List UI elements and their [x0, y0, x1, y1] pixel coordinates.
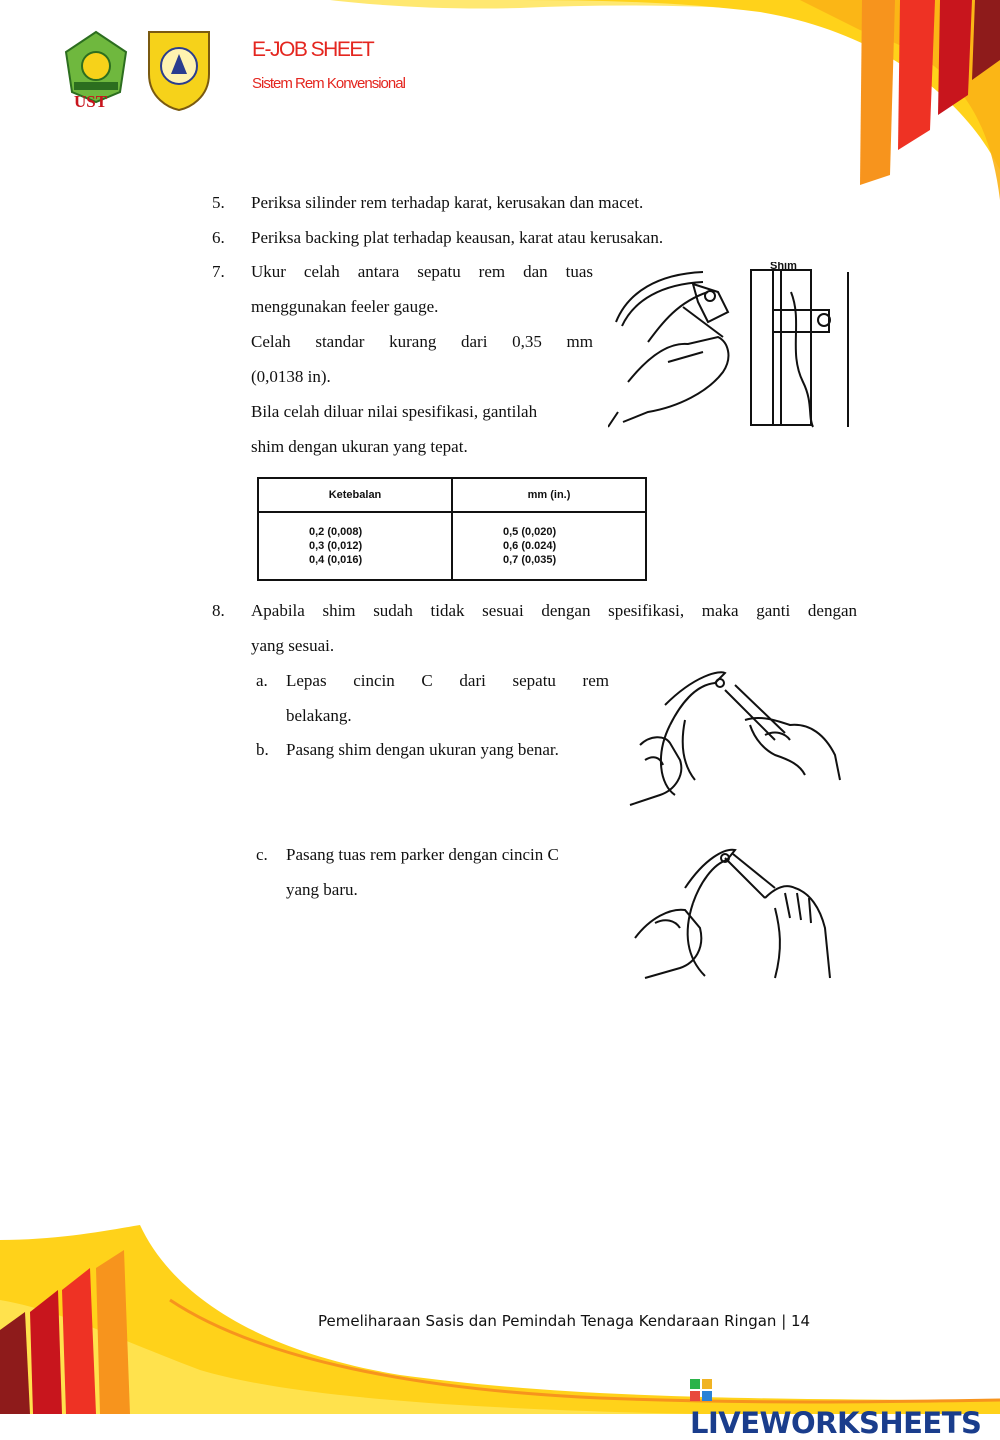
feeler-gauge-illustration [608, 262, 863, 430]
substep-label: b. [256, 740, 269, 759]
parking-lever-install-illustration [625, 838, 840, 983]
table-value: 0,7 (0,035) [503, 554, 557, 566]
shim-size-table [257, 477, 647, 581]
c-ring-removal-illustration [625, 665, 845, 810]
document-title: E-JOB SHEET [252, 38, 374, 61]
step-text: Periksa backing plat terhadap keausan, karat atau kerusakan. [251, 228, 664, 247]
table-cell [258, 512, 452, 580]
step-text: Apabila shim sudah tidak sesuai dengan spesifikasi, maka ganti dengan [251, 601, 857, 620]
watermark-text: LIVEWORKSHEETS [690, 1406, 982, 1440]
table-value: 0,4 (0,016) [309, 554, 363, 566]
page-footer: Pemeliharaan Sasis dan Pemindah Tenaga Kendaraan Ringan | 14 [318, 1312, 811, 1330]
step-text: Celah standar kurang dari 0,35 mm [251, 332, 593, 351]
substep-text: Lepas cincin C dari sepatu rem [286, 671, 609, 690]
table-value: 0,6 (0.024) [503, 540, 557, 552]
substep-text: Pasang tuas rem parker dengan cincin C [286, 845, 559, 864]
shim-label: Shim [770, 262, 797, 272]
substep-label: a. [256, 671, 268, 690]
table-cell [452, 512, 646, 580]
substep-text: belakang. [286, 706, 352, 725]
table-value: 0,2 (0,008) [309, 526, 363, 538]
liveworksheets-logo-icon [690, 1379, 712, 1401]
school-logo [145, 28, 213, 112]
step-number: 7. [212, 262, 225, 281]
step-text: Periksa silinder rem terhadap karat, kerusakan dan macet. [251, 193, 644, 212]
table-value: 0,3 (0,012) [309, 540, 363, 552]
table-header: mm (in.) [452, 478, 646, 512]
step-text: shim dengan ukuran yang tepat. [251, 437, 468, 456]
table-header: Ketebalan [258, 478, 452, 512]
step-number: 6. [212, 228, 225, 247]
document-subtitle: Sistem Rem Konvensional [252, 75, 405, 92]
step-number: 8. [212, 601, 225, 620]
substep-label: c. [256, 845, 268, 864]
table-value: 0,5 (0,020) [503, 526, 557, 538]
logo-text: UST [74, 92, 108, 111]
step-text: menggunakan feeler gauge. [251, 297, 439, 316]
step-text: (0,0138 in). [251, 367, 331, 386]
step-text: Ukur celah antara sepatu rem dan tuas [251, 262, 593, 281]
liveworksheets-watermark [690, 1372, 1000, 1440]
substep-text: yang baru. [286, 880, 358, 899]
step-text: yang sesuai. [251, 636, 335, 655]
step-text: Bila celah diluar nilai spesifikasi, gantilah [251, 402, 538, 421]
step-number: 5. [212, 193, 225, 212]
substep-text: Pasang shim dengan ukuran yang benar. [286, 740, 559, 759]
